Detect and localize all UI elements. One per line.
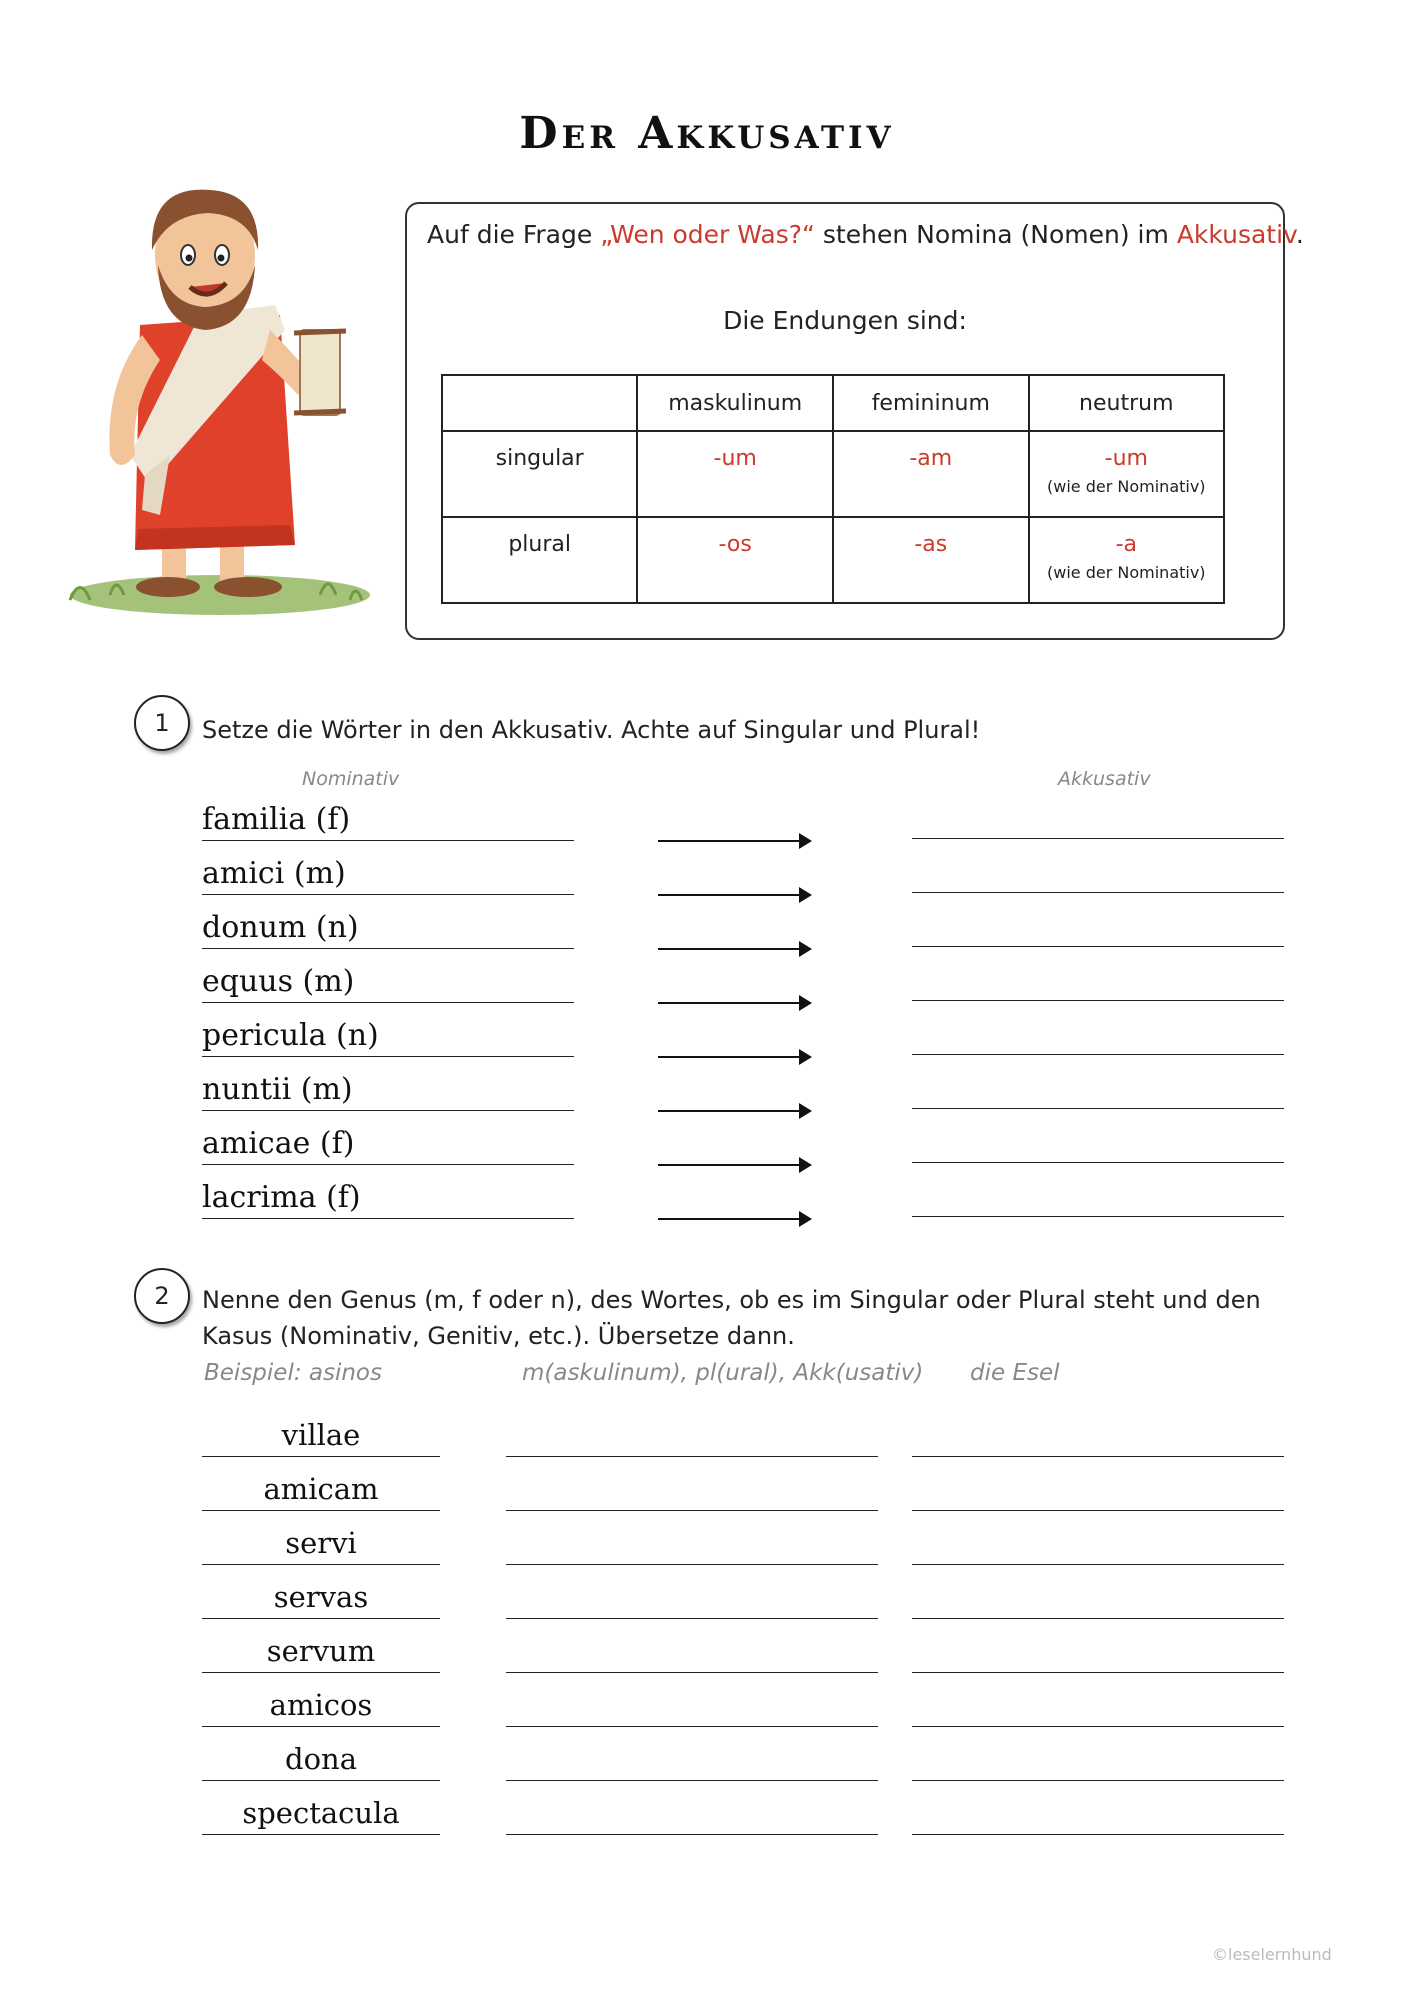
translation-answer-line[interactable]: [912, 1618, 1284, 1619]
translation-answer-line[interactable]: [912, 1510, 1284, 1511]
table-header-cell: [442, 375, 637, 431]
row-label: singular: [442, 431, 637, 517]
nominativ-word: equus (m): [202, 964, 355, 999]
writing-line: [202, 840, 574, 841]
answer-line[interactable]: [912, 1054, 1284, 1055]
writing-line: [202, 1834, 440, 1835]
ending-note: (wie der Nominativ): [1047, 477, 1206, 496]
column-label-nominativ: Nominativ: [302, 768, 400, 790]
arrow-icon: [658, 1164, 808, 1166]
analysis-answer-line[interactable]: [506, 1564, 878, 1565]
translation-answer-line[interactable]: [912, 1456, 1284, 1457]
task2-instruction-line1: Nenne den Genus (m, f oder n), des Wortes, ob es im Singular oder Plural steht und den: [202, 1286, 1261, 1314]
ending-cell: -as: [833, 517, 1029, 603]
endings-table: [441, 374, 1225, 604]
latin-word: villae: [281, 1418, 361, 1452]
nominativ-word: donum (n): [202, 910, 359, 945]
latin-word: servum: [266, 1634, 376, 1668]
nominativ-word: lacrima (f): [202, 1180, 361, 1215]
nominativ-word: nuntii (m): [202, 1072, 353, 1107]
table-row: [442, 517, 1224, 603]
arrow-icon: [658, 1218, 808, 1220]
translation-answer-line[interactable]: [912, 1834, 1284, 1835]
info-box: [405, 202, 1304, 640]
ending-cell: -um: [637, 431, 833, 517]
row-label: plural: [442, 517, 637, 603]
nominativ-word: amici (m): [202, 856, 346, 891]
answer-line[interactable]: [912, 1216, 1284, 1217]
answer-line[interactable]: [912, 1162, 1284, 1163]
endings-heading: Die Endungen sind:: [723, 306, 967, 335]
intro-text: Auf die Frage: [427, 220, 601, 249]
intro-text: .: [1295, 220, 1304, 249]
table-header-cell: neutrum: [1029, 375, 1224, 431]
writing-line: [202, 1726, 440, 1727]
column-label-akkusativ: Akkusativ: [1058, 768, 1151, 790]
case-highlight: Akkusativ: [1176, 220, 1296, 249]
example-translation: die Esel: [970, 1360, 1060, 1386]
latin-word: servas: [273, 1580, 369, 1614]
nominativ-word: familia (f): [202, 802, 351, 837]
arrow-icon: [658, 1110, 808, 1112]
analysis-answer-line[interactable]: [506, 1726, 878, 1727]
answer-line[interactable]: [912, 892, 1284, 893]
arrow-icon: [658, 894, 808, 896]
analysis-answer-line[interactable]: [506, 1510, 878, 1511]
ending-value: -a: [1115, 532, 1137, 557]
question-highlight: „Wen oder Was?“: [600, 220, 815, 249]
intro-sentence: [427, 220, 1304, 249]
example-word: Beispiel: asinos: [204, 1360, 382, 1386]
latin-word: amicam: [263, 1472, 379, 1506]
task-number-badge: 1: [134, 695, 190, 751]
translation-answer-line[interactable]: [912, 1564, 1284, 1565]
translation-answer-line[interactable]: [912, 1672, 1284, 1673]
intro-text: stehen Nomina (Nomen) im: [814, 220, 1177, 249]
page-title: Der Akkusativ: [519, 108, 895, 159]
ending-note: (wie der Nominativ): [1047, 563, 1206, 582]
answer-line[interactable]: [912, 838, 1284, 839]
writing-line: [202, 1618, 440, 1619]
ending-cell: [1029, 431, 1224, 517]
translation-answer-line[interactable]: [912, 1780, 1284, 1781]
analysis-answer-line[interactable]: [506, 1780, 878, 1781]
writing-line: [202, 1110, 574, 1111]
ending-cell: -os: [637, 517, 833, 603]
analysis-answer-line[interactable]: [506, 1618, 878, 1619]
writing-line: [202, 1218, 574, 1219]
ending-value: -um: [1104, 446, 1148, 471]
translation-answer-line[interactable]: [912, 1726, 1284, 1727]
task-number-badge: 2: [134, 1268, 190, 1324]
roman-figure-illustration: [50, 155, 390, 625]
answer-line[interactable]: [912, 946, 1284, 947]
writing-line: [202, 1002, 574, 1003]
writing-line: [202, 894, 574, 895]
copyright-notice: ©leselernhund: [1212, 1945, 1332, 1964]
table-header-row: [442, 375, 1224, 431]
table-header-cell: maskulinum: [637, 375, 833, 431]
writing-line: [202, 1164, 574, 1165]
nominativ-word: amicae (f): [202, 1126, 355, 1161]
ending-cell: -am: [833, 431, 1029, 517]
arrow-icon: [658, 840, 808, 842]
writing-line: [202, 1510, 440, 1511]
latin-word: dona: [285, 1742, 357, 1776]
example-analysis: m(askulinum), pl(ural), Akk(usativ): [522, 1360, 924, 1386]
ending-cell: [1029, 517, 1224, 603]
latin-word: servi: [285, 1526, 357, 1560]
writing-line: [202, 1564, 440, 1565]
arrow-icon: [658, 1056, 808, 1058]
writing-line: [202, 1672, 440, 1673]
writing-line: [202, 1456, 440, 1457]
answer-line[interactable]: [912, 1000, 1284, 1001]
task2-instruction-line2: Kasus (Nominativ, Genitiv, etc.). Übersetze dann.: [202, 1322, 795, 1350]
analysis-answer-line[interactable]: [506, 1672, 878, 1673]
answer-line[interactable]: [912, 1108, 1284, 1109]
arrow-icon: [658, 948, 808, 950]
writing-line: [202, 948, 574, 949]
analysis-answer-line[interactable]: [506, 1834, 878, 1835]
latin-word: amicos: [269, 1688, 373, 1722]
writing-line: [202, 1780, 440, 1781]
arrow-icon: [658, 1002, 808, 1004]
analysis-answer-line[interactable]: [506, 1456, 878, 1457]
latin-word: spectacula: [242, 1796, 400, 1830]
writing-line: [202, 1056, 574, 1057]
task1-instruction: Setze die Wörter in den Akkusativ. Achte auf Singular und Plural!: [202, 716, 981, 744]
table-header-cell: femininum: [833, 375, 1029, 431]
nominativ-word: pericula (n): [202, 1018, 379, 1053]
table-row: [442, 431, 1224, 517]
